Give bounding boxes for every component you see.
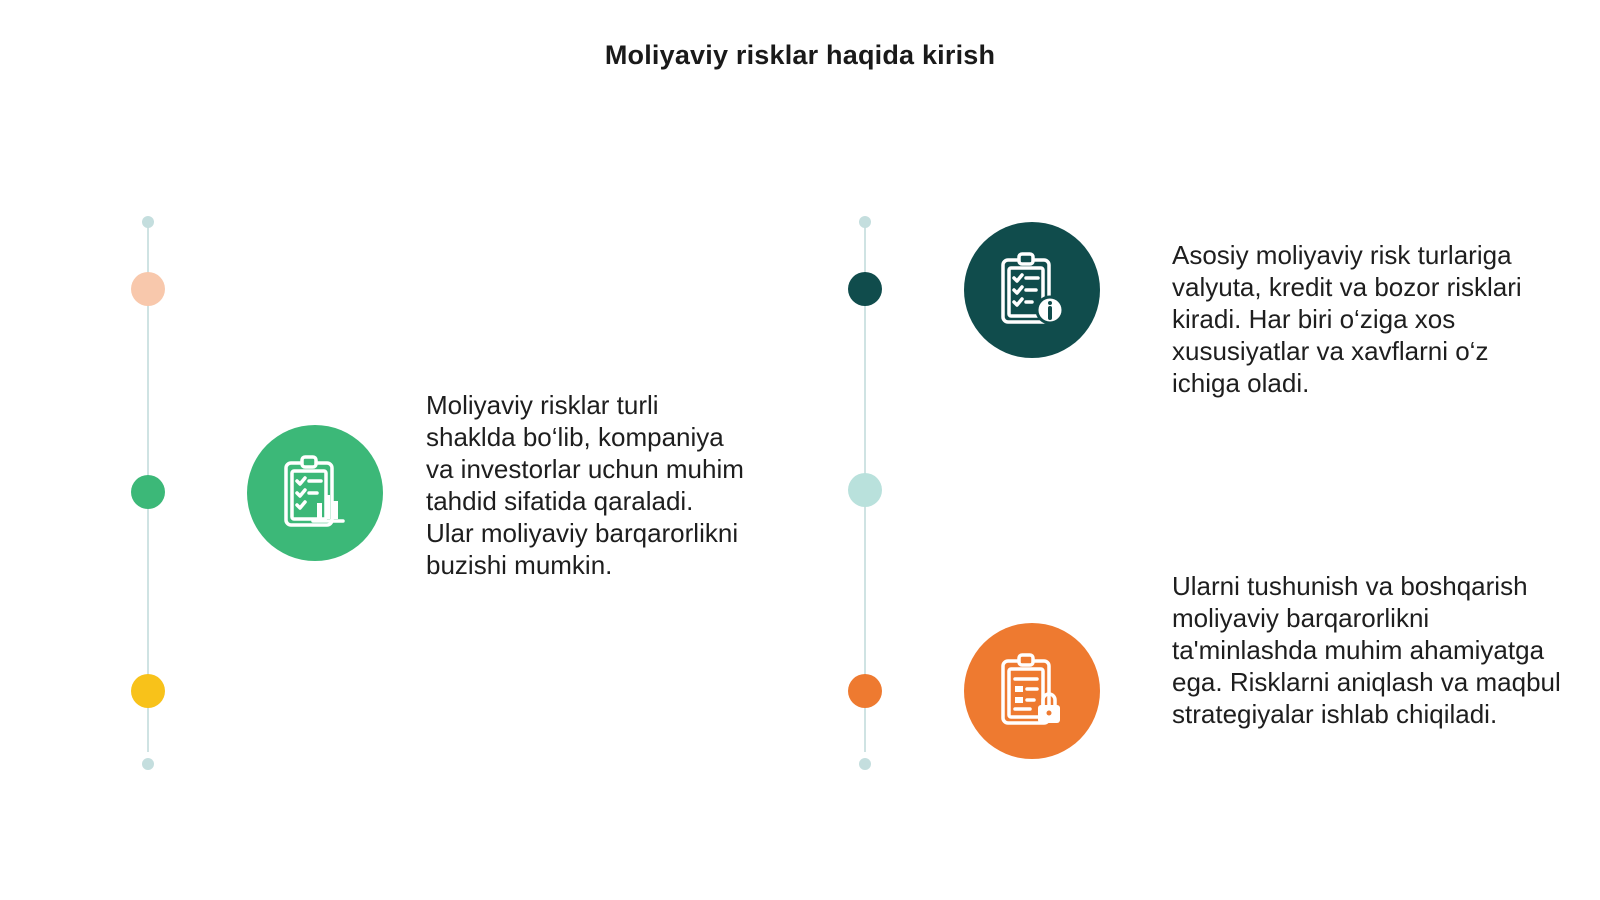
page-title: Moliyaviy risklar haqida kirish (604, 40, 996, 70)
clipboard-lock-badge (964, 623, 1100, 759)
left-timeline-dot-green (131, 475, 165, 509)
left-timeline-top-cap (142, 216, 154, 228)
left-timeline-bottom-cap (142, 758, 154, 770)
right-timeline-dot-orange (848, 674, 882, 708)
clipboard-chart-icon (273, 451, 357, 535)
left-timeline-dot-yellow (131, 674, 165, 708)
item-1-description: Moliyaviy risklar turli shaklda bo‘lib, kompaniya va investorlar uchun muhim tahdid sifatida qaraladi. Ular moliyaviy barqarorlikni buzishi mumkin. (426, 390, 744, 580)
clipboard-info-icon (990, 248, 1074, 332)
right-timeline-top-cap (859, 216, 871, 228)
item-2-description: Asosiy moliyaviy risk turlariga valyuta, kredit va bozor risklari kiradi. Har biri o‘ziga xos xususiyatlar va xavflarni o‘z ichiga oladi. (1172, 240, 1522, 398)
right-timeline-dot-teal (848, 272, 882, 306)
clipboard-lock-icon (990, 649, 1074, 733)
left-timeline-dot-peach (131, 272, 165, 306)
clipboard-info-badge (964, 222, 1100, 358)
right-timeline-bottom-cap (859, 758, 871, 770)
right-timeline-dot-mint (848, 473, 882, 507)
item-3-description: Ularni tushunish va boshqarish moliyaviy barqarorlikni ta'minlashda muhim ahamiyatga ega. Risklarni aniqlash va maqbul strategiyalar ishlab chiqiladi. (1172, 571, 1561, 729)
clipboard-chart-badge (247, 425, 383, 561)
